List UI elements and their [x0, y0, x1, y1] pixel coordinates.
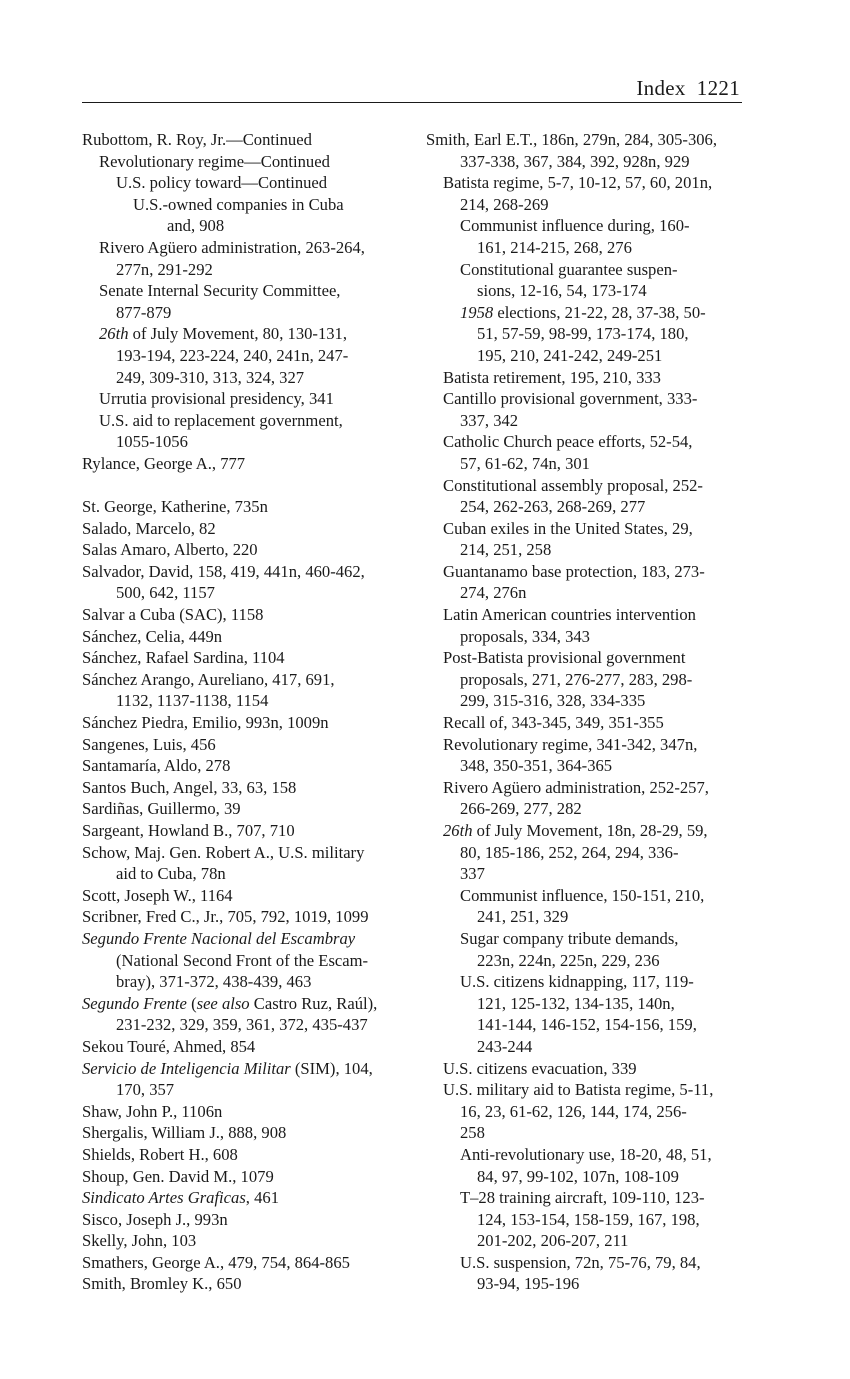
entry-text: of July Movement, 80, 130-131, — [128, 324, 347, 344]
entry-text: proposals, 334, 343 — [460, 626, 590, 646]
index-entry-line — [426, 950, 746, 972]
entry-italic-text: 1958 — [460, 302, 494, 322]
entry-text: 223n, 224n, 225n, 229, 236 — [477, 950, 660, 970]
entry-text: Smith, Bromley K., 650 — [82, 1274, 242, 1294]
index-entry-line — [82, 863, 407, 885]
entry-text: bray), 371-372, 438-439, 463 — [116, 972, 312, 992]
index-entry-line — [426, 1036, 746, 1058]
index-entry-line — [426, 259, 746, 281]
entry-text: 170, 357 — [116, 1080, 175, 1100]
entry-text: 274, 276n — [460, 583, 527, 603]
entry-text: Sekou Touré, Ahmed, 854 — [82, 1036, 256, 1056]
entry-text: Anti-revolutionary use, 18-20, 48, 51, — [460, 1144, 712, 1164]
running-head — [636, 76, 740, 101]
index-entry-line — [82, 777, 407, 799]
index-entry-line — [426, 820, 746, 842]
index-entry-line — [426, 129, 746, 151]
index-entry-line — [82, 1166, 407, 1188]
index-entry-line — [426, 496, 746, 518]
index-entry-line — [426, 475, 746, 497]
entry-text: ( — [186, 993, 197, 1013]
page-header — [82, 76, 742, 103]
entry-text: 51, 57-59, 98-99, 173-174, 180, — [477, 324, 689, 344]
entry-text: 80, 185-186, 252, 264, 294, 336- — [460, 842, 679, 862]
entry-text: Smith, Earl E.T., 186n, 279n, 284, 305-306, — [426, 130, 717, 149]
entry-text: U.S. citizens kidnapping, 117, 119- — [460, 972, 694, 992]
index-entry-line — [426, 734, 746, 756]
index-entry-line — [82, 172, 407, 194]
index-entry-line — [82, 280, 407, 302]
entry-text: Urrutia provisional presidency, 341 — [99, 389, 334, 409]
entry-text: Sánchez, Celia, 449n — [82, 626, 223, 646]
entry-italic-text: Segundo Frente Nacional del Escambray — [82, 928, 356, 948]
entry-text: Castro Ruz, Raúl), — [249, 993, 378, 1013]
index-entry-line — [82, 323, 407, 345]
entry-text: Rubottom, R. Roy, Jr.—Continued — [82, 130, 312, 149]
index-entry-line — [82, 259, 407, 281]
entry-text: 1132, 1137-1138, 1154 — [116, 691, 269, 711]
index-entry-line — [426, 237, 746, 259]
section-gap — [82, 475, 407, 497]
index-entry-line — [82, 582, 407, 604]
entry-text: Sánchez Piedra, Emilio, 993n, 1009n — [82, 713, 329, 733]
entry-text: Salado, Marcelo, 82 — [82, 518, 216, 538]
entry-text: 299, 315-316, 328, 334-335 — [460, 691, 646, 711]
index-entry-line — [426, 777, 746, 799]
entry-text: 337, 342 — [460, 410, 519, 430]
index-entry-line — [82, 993, 407, 1015]
entry-text: 348, 350-351, 364-365 — [460, 756, 613, 776]
entry-text: Sardiñas, Guillermo, 39 — [82, 799, 241, 819]
entry-text: 500, 642, 1157 — [116, 583, 215, 603]
index-entry-line — [426, 1230, 746, 1252]
entry-text: Skelly, John, 103 — [82, 1231, 197, 1251]
index-entry-line — [426, 1122, 746, 1144]
index-entry-line — [426, 561, 746, 583]
index-entry-line — [82, 1058, 407, 1080]
entry-text: Cuban exiles in the United States, 29, — [443, 518, 693, 538]
index-entry-line — [82, 669, 407, 691]
index-entry-line — [426, 1101, 746, 1123]
entry-text: Catholic Church peace efforts, 52-54, — [443, 432, 693, 452]
entry-text: 337 — [460, 864, 485, 884]
entry-text: Salvar a Cuba (SAC), 1158 — [82, 605, 264, 625]
index-entry-line — [426, 842, 746, 864]
index-entry-line — [426, 1166, 746, 1188]
entry-text: Guantanamo base protection, 183, 273- — [443, 561, 705, 581]
index-entry-line — [82, 561, 407, 583]
index-entry-line — [82, 971, 407, 993]
index-entry-line — [426, 151, 746, 173]
index-entry-line — [426, 215, 746, 237]
index-entry-line — [82, 734, 407, 756]
entry-italic-text: Sindicato Artes Graficas — [82, 1188, 246, 1208]
entry-text: U.S.-owned companies in Cuba — [133, 194, 344, 214]
index-entry-line — [82, 1122, 407, 1144]
entry-text: Constitutional guarantee suspen- — [460, 259, 678, 279]
entry-text: 161, 214-215, 268, 276 — [477, 237, 632, 257]
index-entry-line — [82, 1014, 407, 1036]
entry-text: Scott, Joseph W., 1164 — [82, 885, 233, 905]
entry-text: Sargeant, Howland B., 707, 710 — [82, 821, 295, 840]
index-entry-line — [426, 755, 746, 777]
entry-text: 124, 153-154, 158-159, 167, 198, — [477, 1209, 700, 1229]
entry-text: 337-338, 367, 384, 392, 928n, 929 — [460, 151, 690, 171]
entry-text: Post-Batista provisional government — [443, 648, 686, 668]
index-entry-line — [426, 280, 746, 302]
entry-text: , 461 — [245, 1188, 279, 1208]
entry-text: Recall of, 343-345, 349, 351-355 — [443, 713, 664, 733]
index-entry-line — [82, 798, 407, 820]
entry-text: U.S. military aid to Batista regime, 5-11, — [443, 1080, 714, 1100]
index-entry-line — [82, 950, 407, 972]
index-column-right — [426, 129, 746, 1295]
index-entry-line — [426, 388, 746, 410]
entry-text: 57, 61-62, 74n, 301 — [460, 453, 590, 473]
index-entry-line — [82, 453, 407, 475]
index-entry-line — [82, 1144, 407, 1166]
index-entry-line — [426, 604, 746, 626]
entry-text: Santos Buch, Angel, 33, 63, 158 — [82, 777, 297, 797]
index-entry-line — [426, 1273, 746, 1295]
index-entry-line — [82, 1036, 407, 1058]
index-entry-line — [426, 539, 746, 561]
index-entry-line — [82, 1079, 407, 1101]
entry-text: U.S. suspension, 72n, 75-76, 79, 84, — [460, 1252, 701, 1272]
index-entry-line — [426, 518, 746, 540]
entry-text: Salvador, David, 158, 419, 441n, 460-462, — [82, 561, 365, 581]
entry-text: proposals, 271, 276-277, 283, 298- — [460, 669, 693, 689]
index-entry-line — [426, 1252, 746, 1274]
index-entry-line — [82, 388, 407, 410]
entry-text: Smathers, George A., 479, 754, 864-865 — [82, 1252, 350, 1272]
entry-text: Batista regime, 5-7, 10-12, 57, 60, 201n, — [443, 173, 713, 193]
index-entry-line — [82, 755, 407, 777]
index-entry-line — [82, 237, 407, 259]
entry-text: 1055-1056 — [116, 432, 188, 452]
entry-text: Shergalis, William J., 888, 908 — [82, 1123, 287, 1143]
index-entry-line — [426, 647, 746, 669]
index-entry-line — [82, 496, 407, 518]
index-entry-line — [426, 367, 746, 389]
entry-text: Sugar company tribute demands, — [460, 928, 679, 948]
entry-text: Sánchez, Rafael Sardina, 1104 — [82, 648, 285, 668]
index-entry-line — [426, 302, 746, 324]
index-entry-line — [82, 885, 407, 907]
entry-text: Shaw, John P., 1106n — [82, 1101, 223, 1121]
entry-text: Cantillo provisional government, 333- — [443, 389, 698, 409]
entry-text: and, 908 — [167, 216, 225, 236]
index-entry-line — [426, 993, 746, 1015]
index-entry-line — [82, 647, 407, 669]
entry-text: Salas Amaro, Alberto, 220 — [82, 540, 258, 560]
index-entry-line — [82, 410, 407, 432]
index-entry-line — [82, 302, 407, 324]
entry-text: Constitutional assembly proposal, 252- — [443, 475, 703, 495]
entry-text: Rivero Agüero administration, 252-257, — [443, 777, 709, 797]
header-title: Index — [636, 76, 686, 100]
entry-text: 243-244 — [477, 1036, 533, 1056]
entry-italic-text: 26th — [99, 324, 129, 344]
entry-text: 93-94, 195-196 — [477, 1274, 580, 1294]
entry-text: Sánchez Arango, Aureliano, 417, 691, — [82, 669, 335, 689]
index-entry-line — [426, 410, 746, 432]
page-number: 1221 — [696, 76, 740, 100]
entry-text: 277n, 291-292 — [116, 259, 213, 279]
index-entry-line — [82, 604, 407, 626]
entry-text: 121, 125-132, 134-135, 140n, — [477, 993, 675, 1013]
entry-text: of July Movement, 18n, 28-29, 59, — [472, 821, 708, 840]
entry-text: 254, 262-263, 268-269, 277 — [460, 497, 646, 517]
entry-text: U.S. citizens evacuation, 339 — [443, 1058, 637, 1078]
index-entry-line — [426, 582, 746, 604]
entry-text: Rylance, George A., 777 — [82, 453, 246, 473]
index-entry-line — [426, 863, 746, 885]
entry-text: 266-269, 277, 282 — [460, 799, 582, 819]
index-entry-line — [82, 690, 407, 712]
index-entry-line — [426, 1187, 746, 1209]
entry-text: 241, 251, 329 — [477, 907, 569, 927]
index-entry-line — [426, 1058, 746, 1080]
index-entry-line — [426, 626, 746, 648]
index-entry-line — [426, 1079, 746, 1101]
entry-text: 249, 309-310, 313, 324, 327 — [116, 367, 305, 387]
entry-text: 201-202, 206-207, 211 — [477, 1231, 629, 1251]
index-entry-line — [82, 367, 407, 389]
entry-text: Latin American countries intervention — [443, 605, 696, 625]
index-entry-line — [426, 906, 746, 928]
index-entry-line — [82, 1230, 407, 1252]
index-entry-line — [426, 798, 746, 820]
entry-text: Revolutionary regime, 341-342, 347n, — [443, 734, 698, 754]
index-entry-line — [426, 690, 746, 712]
index-entry-line — [82, 928, 407, 950]
entry-text: 258 — [460, 1123, 485, 1143]
index-entry-line — [426, 712, 746, 734]
index-entry-line — [426, 928, 746, 950]
entry-text: Communist influence, 150-151, 210, — [460, 885, 705, 905]
index-entry-line — [82, 626, 407, 648]
index-entry-line — [82, 1252, 407, 1274]
index-entry-line — [82, 1273, 407, 1295]
index-entry-line — [426, 453, 746, 475]
entry-text: Sisco, Joseph J., 993n — [82, 1209, 228, 1229]
entry-text: Batista retirement, 195, 210, 333 — [443, 367, 661, 387]
entry-text: Revolutionary regime—Continued — [99, 151, 330, 171]
entry-text: 195, 210, 241-242, 249-251 — [477, 345, 663, 365]
index-entry-line — [82, 1101, 407, 1123]
entry-text: 231-232, 329, 359, 361, 372, 435-437 — [116, 1015, 368, 1035]
entry-text: U.S. policy toward—Continued — [116, 173, 328, 193]
entry-italic-text: Servicio de Inteligencia Militar — [82, 1058, 291, 1078]
index-entry-line — [82, 539, 407, 561]
index-entry-line — [82, 842, 407, 864]
entry-text: T–28 training aircraft, 109-110, 123- — [460, 1188, 705, 1208]
index-entry-line — [426, 194, 746, 216]
index-column-left — [82, 129, 407, 1295]
entry-text: (SIM), 104, — [290, 1058, 373, 1078]
index-entry-line — [82, 151, 407, 173]
entry-text: Sangenes, Luis, 456 — [82, 734, 216, 754]
entry-text: Schow, Maj. Gen. Robert A., U.S. military — [82, 842, 365, 862]
entry-text: Senate Internal Security Committee, — [99, 281, 341, 301]
entry-text: (National Second Front of the Escam- — [116, 950, 369, 970]
index-entry-line — [82, 431, 407, 453]
index-entry-line — [82, 712, 407, 734]
index-entry-line — [82, 129, 407, 151]
entry-text: 16, 23, 61-62, 126, 144, 174, 256- — [460, 1101, 687, 1121]
entry-italic-text: Segundo Frente — [82, 993, 187, 1013]
entry-text: Communist influence during, 160- — [460, 216, 690, 236]
entry-text: 214, 268-269 — [460, 194, 549, 214]
index-entry-line — [426, 1209, 746, 1231]
index-entry-line — [426, 172, 746, 194]
index-entry-line — [426, 669, 746, 691]
index-entry-line — [82, 215, 407, 237]
index-entry-line — [426, 431, 746, 453]
index-entry-line — [82, 906, 407, 928]
entry-text: Shields, Robert H., 608 — [82, 1144, 238, 1164]
index-entry-line — [82, 1187, 407, 1209]
entry-text: 877-879 — [116, 302, 172, 322]
index-entry-line — [82, 345, 407, 367]
index-entry-line — [426, 323, 746, 345]
index-entry-line — [82, 1209, 407, 1231]
index-entry-line — [426, 345, 746, 367]
entry-text: 141-144, 146-152, 154-156, 159, — [477, 1015, 697, 1035]
entry-text: St. George, Katherine, 735n — [82, 497, 268, 517]
entry-text: 84, 97, 99-102, 107n, 108-109 — [477, 1166, 679, 1186]
entry-text: Santamaría, Aldo, 278 — [82, 756, 231, 776]
entry-text: 214, 251, 258 — [460, 540, 552, 560]
entry-text: Shoup, Gen. David M., 1079 — [82, 1166, 274, 1186]
index-entry-line — [82, 820, 407, 842]
index-entry-line — [426, 1144, 746, 1166]
entry-italic-text: see also — [196, 993, 250, 1013]
entry-text: 193-194, 223-224, 240, 241n, 247- — [116, 345, 349, 365]
entry-text: aid to Cuba, 78n — [116, 864, 226, 884]
entry-text: sions, 12-16, 54, 173-174 — [477, 281, 647, 301]
entry-text: elections, 21-22, 28, 37-38, 50- — [493, 302, 706, 322]
entry-text: U.S. aid to replacement government, — [99, 410, 343, 430]
index-entry-line — [426, 885, 746, 907]
entry-text: Scribner, Fred C., Jr., 705, 792, 1019, 1099 — [82, 907, 369, 927]
index-entry-line — [426, 971, 746, 993]
index-entry-line — [82, 518, 407, 540]
index-entry-line — [82, 194, 407, 216]
index-entry-line — [426, 1014, 746, 1036]
entry-text: Rivero Agüero administration, 263-264, — [99, 237, 365, 257]
entry-italic-text: 26th — [443, 821, 473, 840]
